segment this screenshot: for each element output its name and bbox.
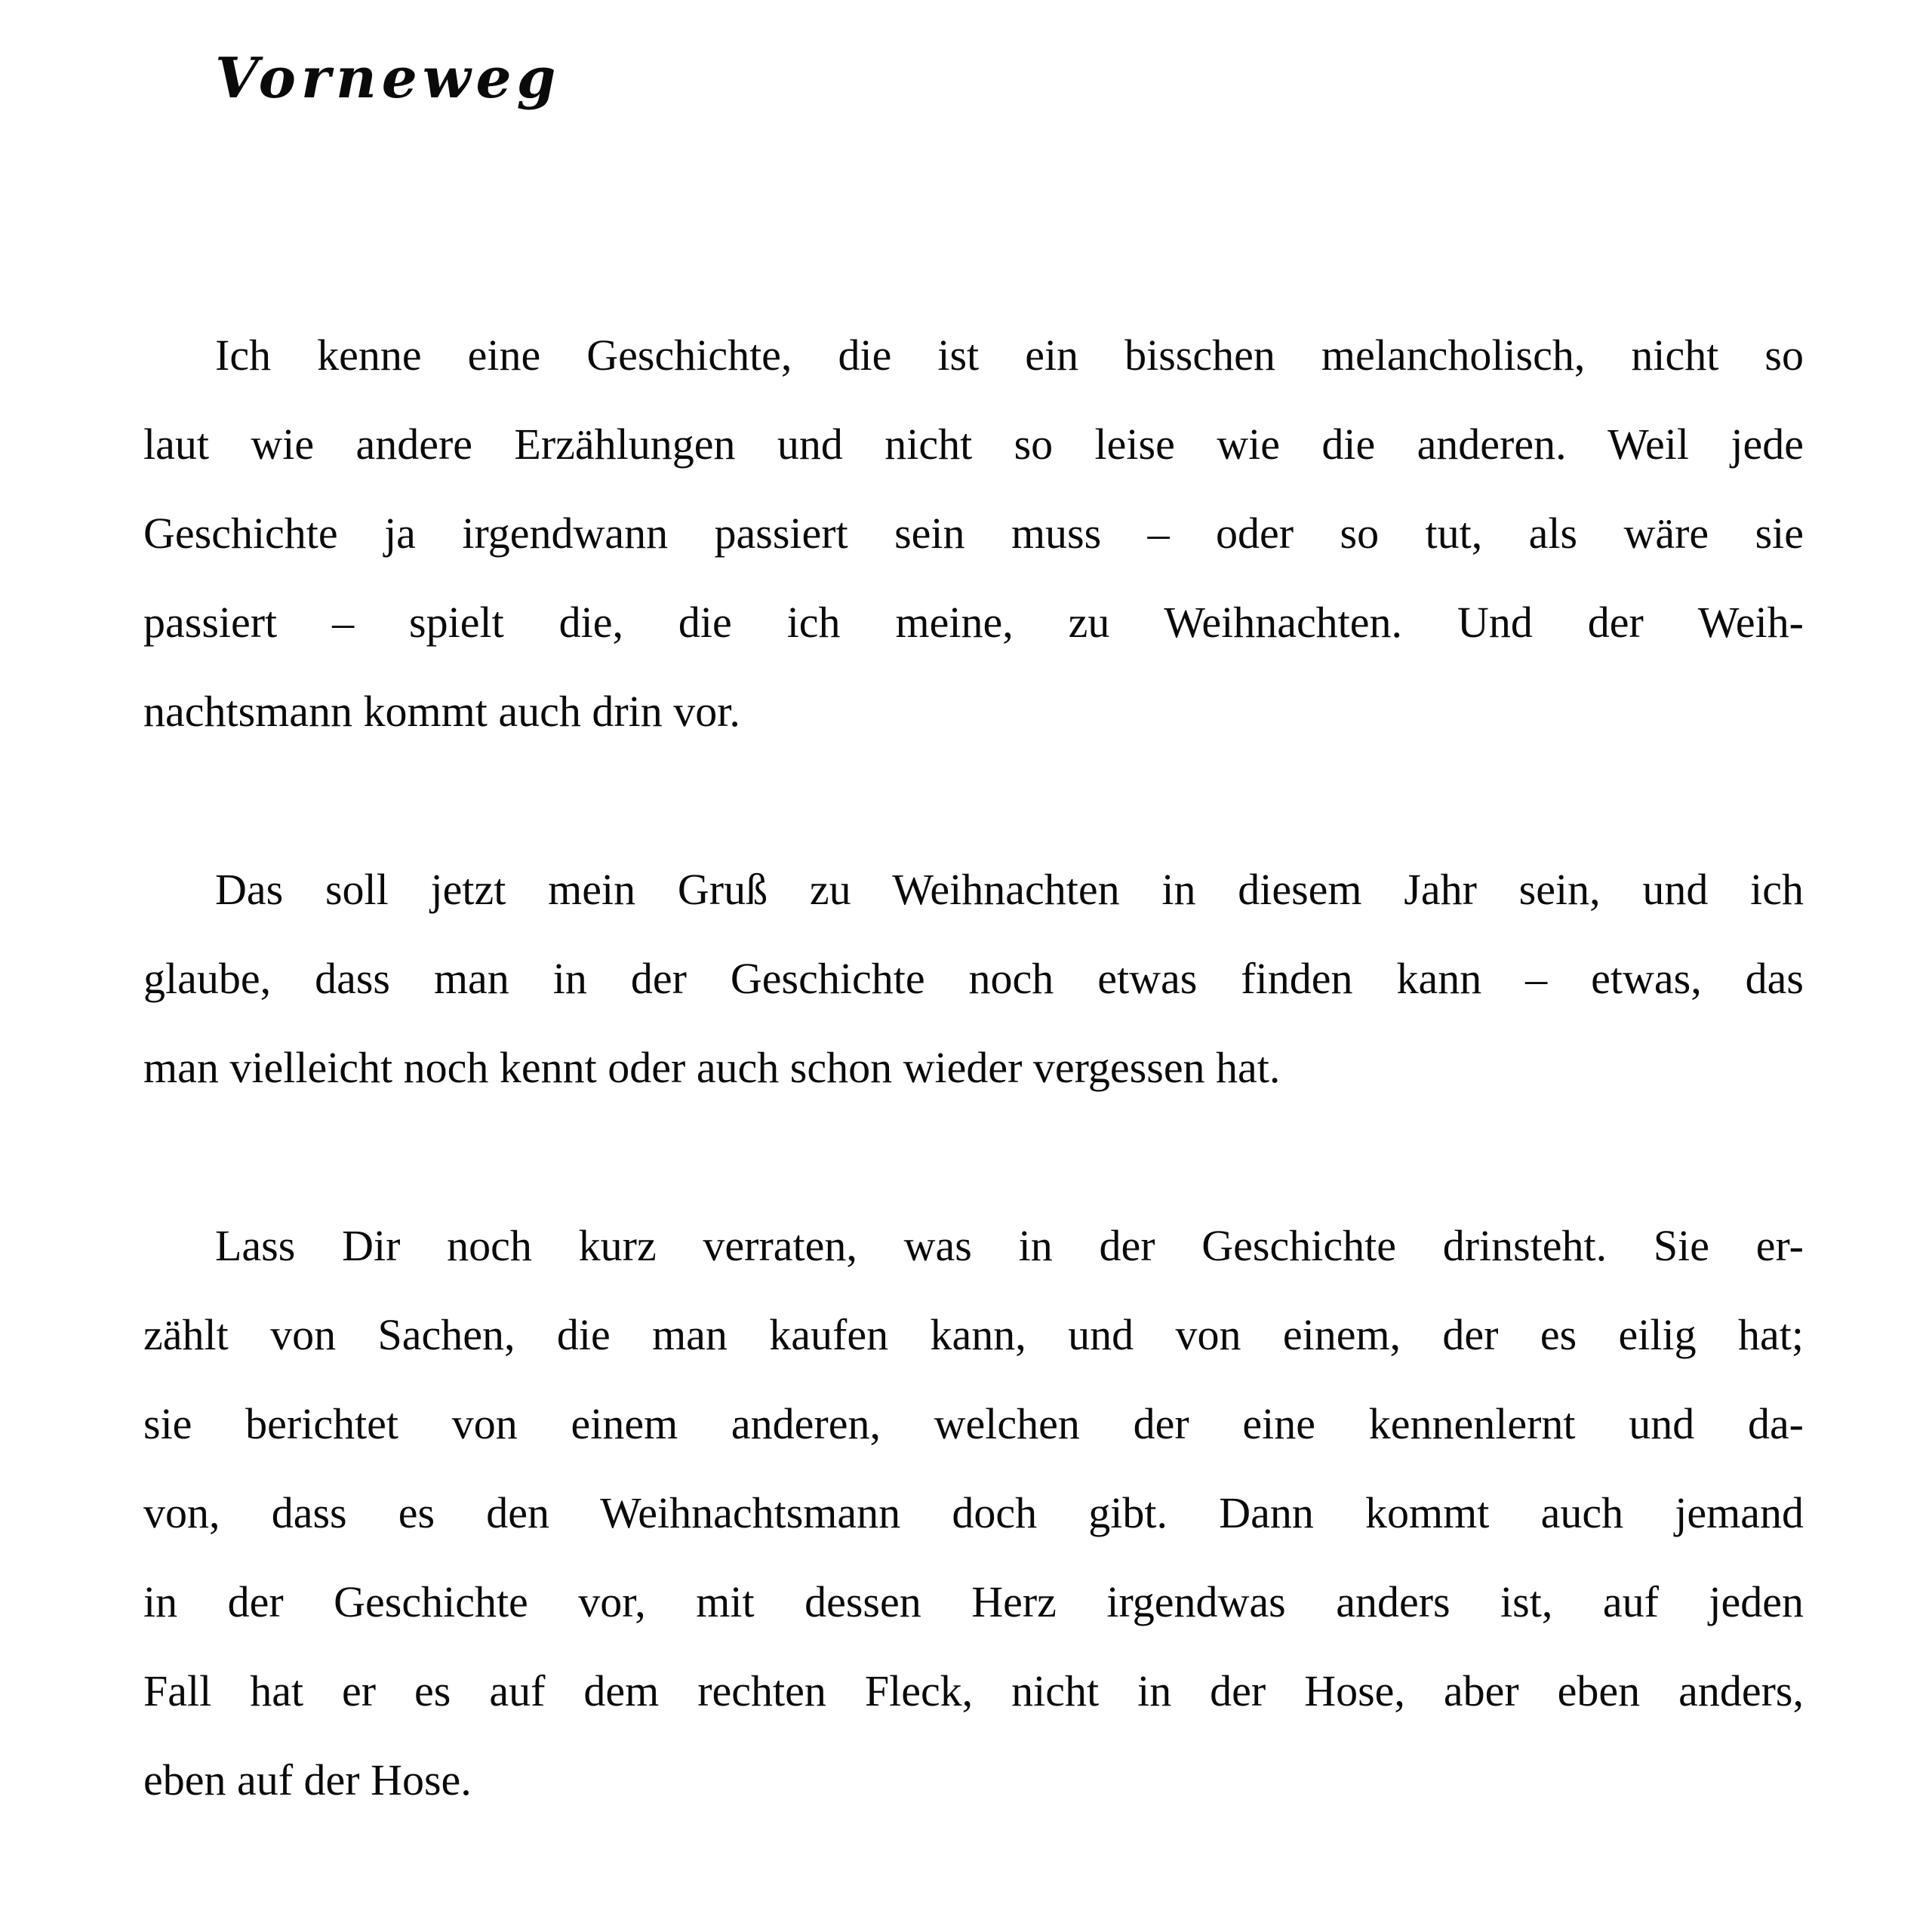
text-line: laut wie andere Erzählungen und nicht so leise wie die anderen. Weil jede (143, 420, 1804, 469)
paragraph (143, 845, 1804, 1112)
page-title: Vorneweg (215, 46, 561, 111)
text-line: Ich kenne eine Geschichte, die ist ein bisschen melancholisch, nicht so (215, 331, 1804, 380)
paragraph (143, 1201, 1804, 1825)
text-line: nachtsmann kommt auch drin vor. (143, 687, 740, 736)
text-line: von, dass es den Weihnachtsmann doch gibt. Dann kommt auch jemand (143, 1488, 1804, 1537)
text-line: eben auf der Hose. (143, 1755, 472, 1804)
paragraph (143, 311, 1804, 756)
text-line: glaube, dass man in der Geschichte noch etwas finden kann – etwas, das (143, 954, 1804, 1003)
text-line: sie berichtet von einem anderen, welchen der eine kennenlernt und da- (143, 1399, 1804, 1448)
text-line: passiert – spielt die, die ich meine, zu Weihnachten. Und der Weih- (143, 598, 1804, 647)
text-line: zählt von Sachen, die man kaufen kann, und von einem, der es eilig hat; (143, 1310, 1804, 1359)
text-line: Lass Dir noch kurz verraten, was in der Geschichte drinsteht. Sie er- (215, 1221, 1804, 1270)
text-line: Das soll jetzt mein Gruß zu Weihnachten in diesem Jahr sein, und ich (215, 865, 1804, 914)
page-body (143, 311, 1804, 1825)
text-line: man vielleicht noch kennt oder auch schon wieder vergessen hat. (143, 1043, 1281, 1092)
text-line: Fall hat er es auf dem rechten Fleck, nicht in der Hose, aber eben anders, (143, 1666, 1804, 1715)
text-line: in der Geschichte vor, mit dessen Herz irgendwas anders ist, auf jeden (143, 1577, 1804, 1626)
text-line: Geschichte ja irgendwann passiert sein muss – oder so tut, als wäre sie (143, 509, 1804, 558)
